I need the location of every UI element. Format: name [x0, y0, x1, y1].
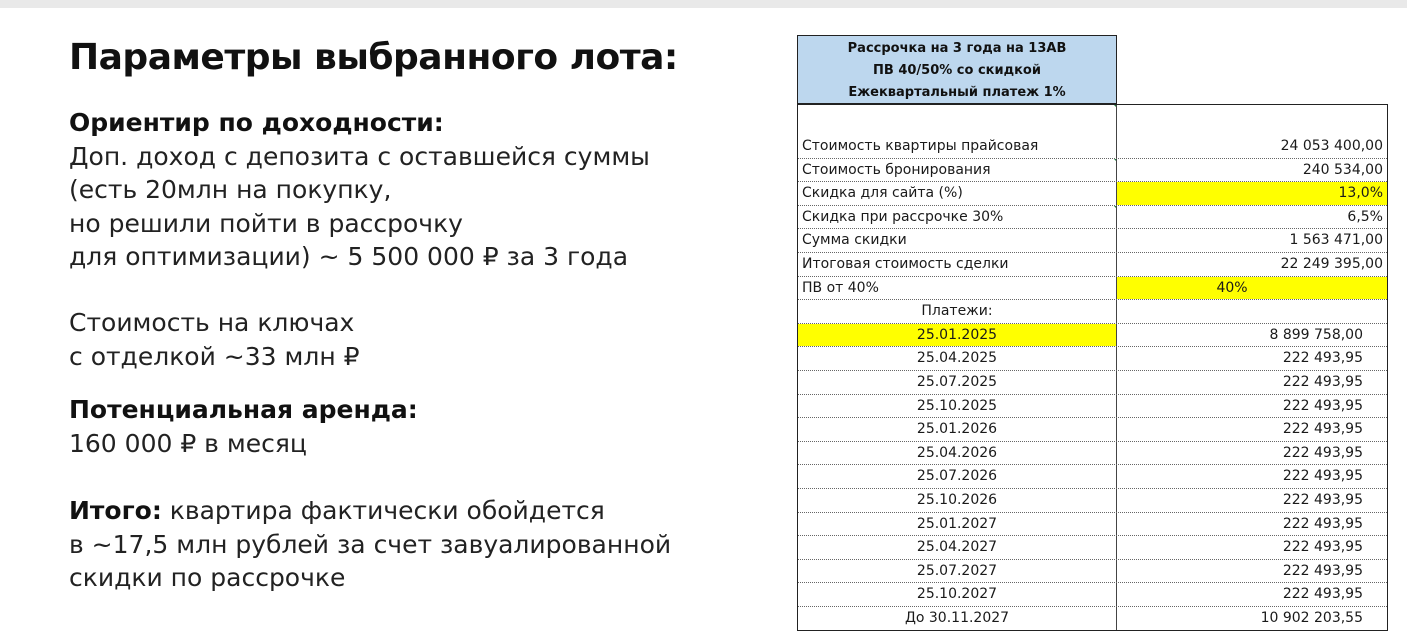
- comment-marker-icon: [1114, 159, 1117, 164]
- payment-amount: 222 493,95: [1282, 350, 1363, 367]
- yield-line: для оптимизации) ~ 5 500 000 ₽ за 3 года: [69, 242, 629, 271]
- payment-amount: 222 493,95: [1282, 373, 1363, 390]
- comment-marker-icon: [1114, 206, 1117, 211]
- yield-section: [69, 106, 650, 274]
- table-row: [798, 277, 1387, 301]
- payment-date: 25.07.2027: [798, 560, 1117, 583]
- rent-section: [69, 393, 418, 460]
- param-label: Стоимость квартиры прайсовая: [798, 135, 1117, 158]
- payment-amount: 222 493,95: [1282, 539, 1363, 556]
- total-line: в ~17,5 млн рублей за счет завуалированной: [69, 529, 672, 559]
- total-heading: Итого:: [69, 496, 162, 525]
- payment-date: 25.04.2025: [798, 347, 1117, 370]
- param-label: Итоговая стоимость сделки: [798, 253, 1117, 276]
- cost-section: [69, 306, 360, 373]
- comment-marker-icon: [1114, 105, 1117, 110]
- param-value: 240 534,00: [1302, 161, 1383, 178]
- table-grid: [797, 104, 1388, 631]
- payment-row: [798, 583, 1387, 607]
- total-line: [69, 494, 671, 528]
- table-row: [798, 229, 1387, 253]
- payment-date: 25.04.2027: [798, 536, 1117, 559]
- payment-amount: 222 493,95: [1282, 491, 1363, 508]
- payment-row: [798, 536, 1387, 560]
- payment-date: 25.01.2027: [798, 513, 1117, 536]
- table-row-spacer: [798, 105, 1387, 135]
- payment-row: [798, 347, 1387, 371]
- payment-amount: 222 493,95: [1282, 397, 1363, 414]
- payment-date: 25.10.2025: [798, 395, 1117, 418]
- payment-date: 25.10.2027: [798, 583, 1117, 606]
- table-header-line: Ежеквартальный платеж 1%: [848, 85, 1066, 100]
- param-label: Сумма скидки: [798, 229, 1117, 252]
- table-cell: [1117, 105, 1387, 135]
- table-cell: [1117, 300, 1387, 323]
- table-row: [798, 135, 1387, 159]
- payment-amount: 222 493,95: [1282, 586, 1363, 603]
- total-line1-text: квартира фактически обойдется: [161, 496, 605, 525]
- cost-line: с отделкой ~33 млн ₽: [69, 341, 360, 371]
- payment-amount: 222 493,95: [1282, 515, 1363, 532]
- installment-spreadsheet: [797, 35, 1388, 626]
- payment-amount: 10 902 203,55: [1260, 609, 1363, 626]
- param-value: 24 053 400,00: [1280, 138, 1383, 154]
- payment-amount: 222 493,95: [1282, 562, 1363, 579]
- payment-date: До 30.11.2027: [798, 607, 1117, 631]
- cost-line: Стоимость на ключах: [69, 308, 355, 337]
- table-row: [798, 300, 1387, 324]
- rent-value: 160 000 ₽ в месяц: [69, 428, 307, 458]
- payment-row: [798, 442, 1387, 466]
- total-line: скидки по рассрочке: [69, 563, 346, 592]
- param-value-highlighted: 13,0%: [1117, 182, 1387, 205]
- payment-amount: 8 899 758,00: [1269, 326, 1363, 343]
- param-value: 6,5%: [1347, 208, 1383, 225]
- payment-amount: 222 493,95: [1282, 444, 1363, 461]
- payment-row: [798, 607, 1387, 631]
- payment-amount: 222 493,95: [1282, 421, 1363, 438]
- top-band: [0, 0, 1407, 8]
- param-value-highlighted: 40%: [1117, 277, 1387, 300]
- param-label: Стоимость бронирования: [798, 159, 1117, 182]
- payment-date: 25.07.2026: [798, 465, 1117, 488]
- table-header-line: Рассрочка на 3 года на 13АВ: [847, 41, 1067, 56]
- payment-row: [798, 395, 1387, 419]
- payment-row: [798, 489, 1387, 513]
- table-header: [797, 35, 1117, 104]
- param-value: 22 249 395,00: [1280, 255, 1383, 272]
- yield-line: но решили пойти в рассрочку: [69, 208, 463, 238]
- payment-row: [798, 465, 1387, 489]
- payment-row: [798, 371, 1387, 395]
- rent-heading: Потенциальная аренда:: [69, 395, 418, 424]
- payment-date: 25.01.2026: [798, 418, 1117, 441]
- page-title: Параметры выбранного лота:: [69, 37, 678, 78]
- payment-date: 25.04.2026: [798, 442, 1117, 465]
- table-row: [798, 253, 1387, 277]
- table-row: [798, 182, 1387, 206]
- payment-date: 25.10.2026: [798, 489, 1117, 512]
- payment-date-highlighted: 25.01.2025: [798, 324, 1117, 347]
- param-value: 1 563 471,00: [1289, 232, 1383, 249]
- table-row: [798, 159, 1387, 183]
- total-section: [69, 494, 671, 595]
- param-label: ПВ от 40%: [798, 277, 1117, 300]
- payment-row: [798, 513, 1387, 537]
- slide-title-area: [69, 34, 769, 82]
- payment-row: [798, 418, 1387, 442]
- payment-amount: 222 493,95: [1282, 468, 1363, 485]
- table-cell: [798, 105, 1117, 135]
- payments-label: Платежи:: [798, 300, 1117, 323]
- payment-date: 25.07.2025: [798, 371, 1117, 394]
- yield-line: (есть 20млн на покупку,: [69, 175, 392, 204]
- payment-row: [798, 324, 1387, 348]
- table-header-line: ПВ 40/50% со скидкой: [873, 63, 1041, 78]
- yield-heading: Ориентир по доходности:: [69, 108, 444, 137]
- table-row: [798, 206, 1387, 230]
- param-label: Скидка при рассрочке 30%: [798, 206, 1117, 229]
- yield-line: Доп. доход с депозита с оставшейся суммы: [69, 141, 650, 171]
- param-label: Скидка для сайта (%): [798, 182, 1117, 205]
- payment-row: [798, 560, 1387, 584]
